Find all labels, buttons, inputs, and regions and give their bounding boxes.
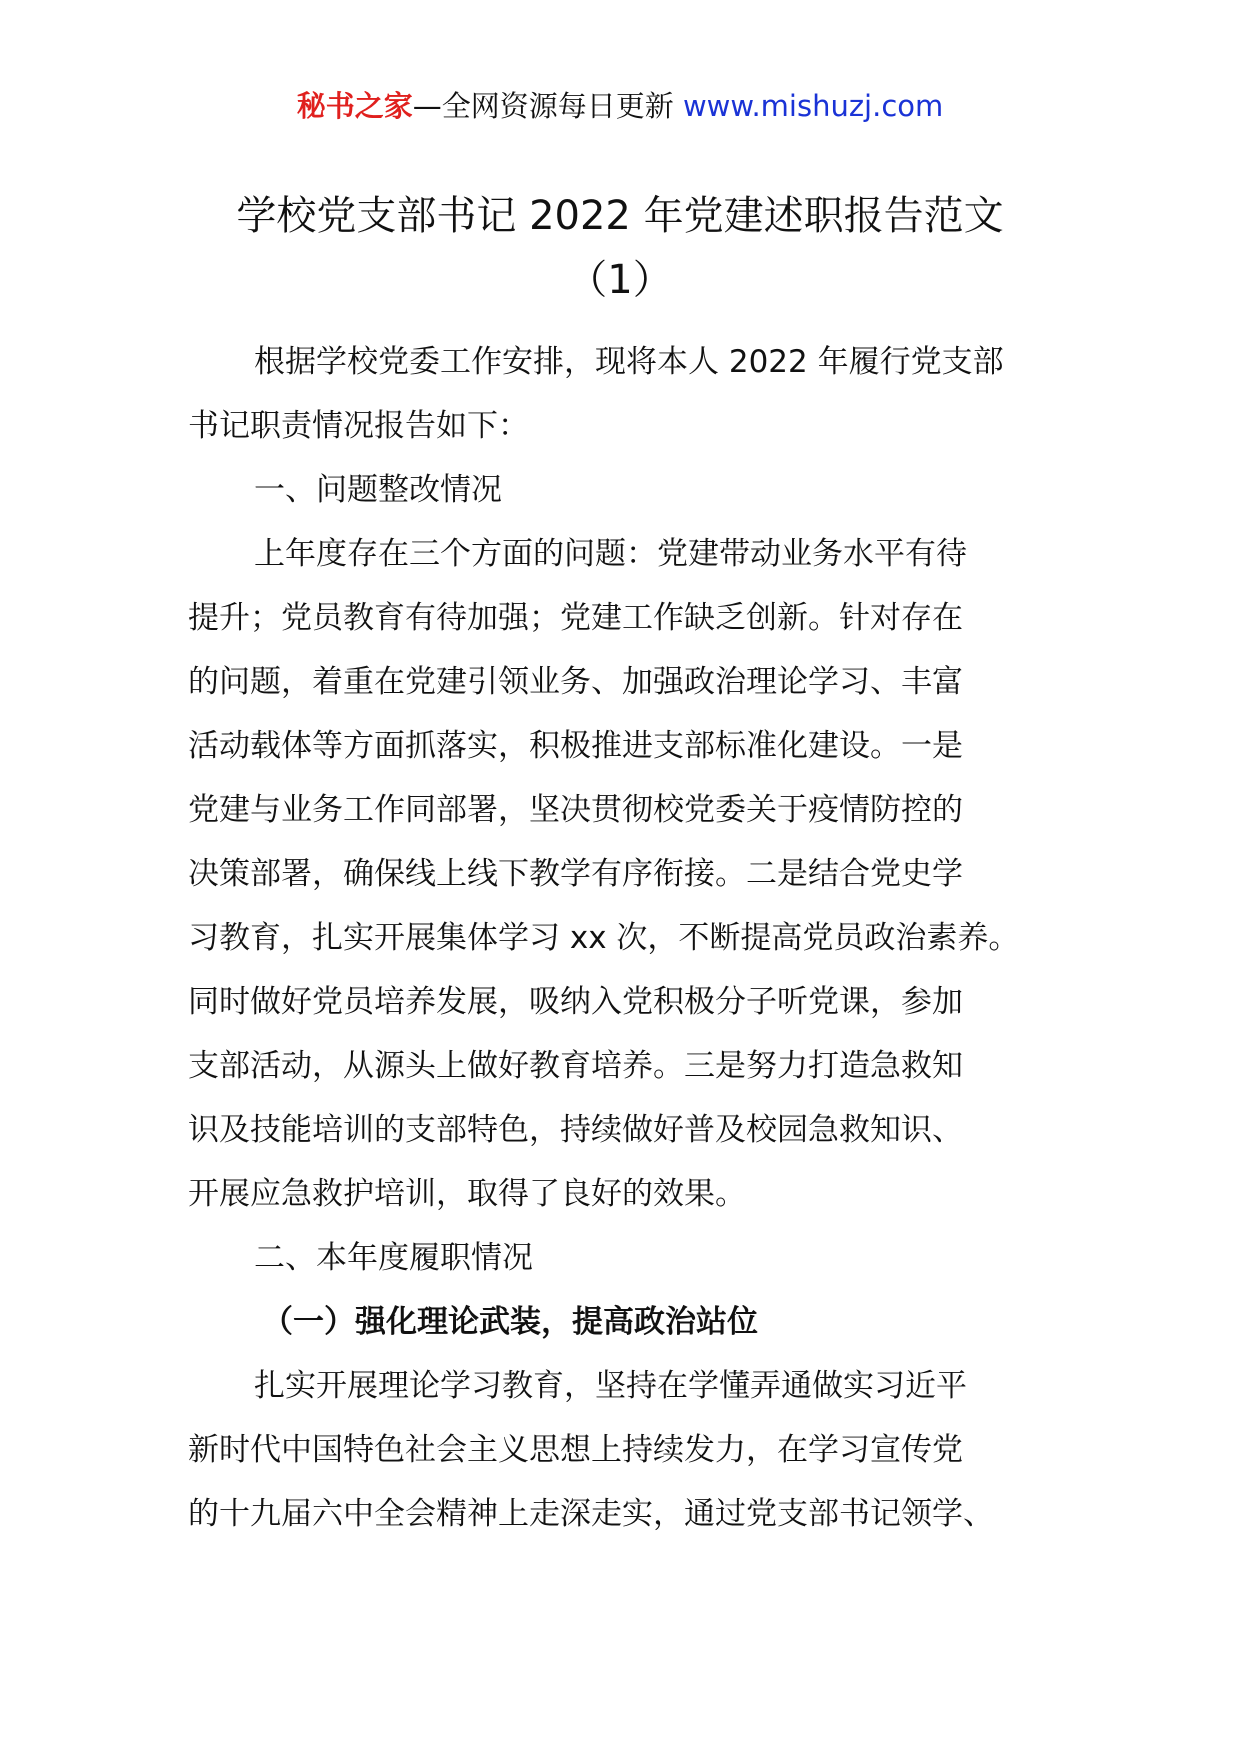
paragraph-line: 书记职责情况报告如下： [188,408,529,444]
section-heading: 一、问题整改情况 [254,472,502,508]
document-title [150,184,1090,312]
brand-name: 秘书之家 [296,89,413,123]
paragraph-line: 上年度存在三个方面的问题：党建带动业务水平有待 [254,536,967,572]
site-header [0,86,1240,126]
paragraph-line: 决策部署，确保线上线下教学有序衔接。二是结合党史学 [188,856,963,892]
paragraph-line: 新时代中国特色社会主义思想上持续发力，在学习宣传党 [188,1432,963,1468]
paragraph-line: 开展应急救护培训，取得了良好的效果。 [188,1176,746,1212]
section-heading: 二、本年度履职情况 [254,1240,533,1276]
site-url-link[interactable]: www.mishuzj.com [682,89,944,123]
paragraph-line: 的问题，着重在党建引领业务、加强政治理论学习、丰富 [188,664,963,700]
title-line-2: （1） [567,257,673,303]
paragraph-line: 提升；党员教育有待加强；党建工作缺乏创新。针对存在 [188,600,963,636]
paragraph-line: 活动载体等方面抓落实，积极推进支部标准化建设。一是 [188,728,963,764]
paragraph-line: 扎实开展理论学习教育，坚持在学懂弄通做实习近平 [254,1368,967,1404]
title-line-1: 学校党支部书记 2022 年党建述职报告范文 [236,193,1004,239]
header-tagline: —全网资源每日更新 [412,89,683,123]
paragraph-line: 党建与业务工作同部署，坚决贯彻校党委关于疫情防控的 [188,792,963,828]
paragraph-line: 习教育，扎实开展集体学习 xx 次，不断提高党员政治素养。 [188,920,1020,956]
paragraph-line: 识及技能培训的支部特色，持续做好普及校园急救知识、 [188,1112,963,1148]
paragraph-line: 支部活动，从源头上做好教育培养。三是努力打造急救知 [188,1048,963,1084]
paragraph-line: 根据学校党委工作安排，现将本人 2022 年履行党支部 [254,344,1004,380]
paragraph-line: 同时做好党员培养发展，吸纳入党积极分子听党课，参加 [188,984,963,1020]
subsection-heading: （一）强化理论武装，提高政治站位 [262,1304,758,1340]
document-body [188,330,1068,1546]
paragraph-line: 的十九届六中全会精神上走深走实，通过党支部书记领学、 [188,1496,994,1532]
